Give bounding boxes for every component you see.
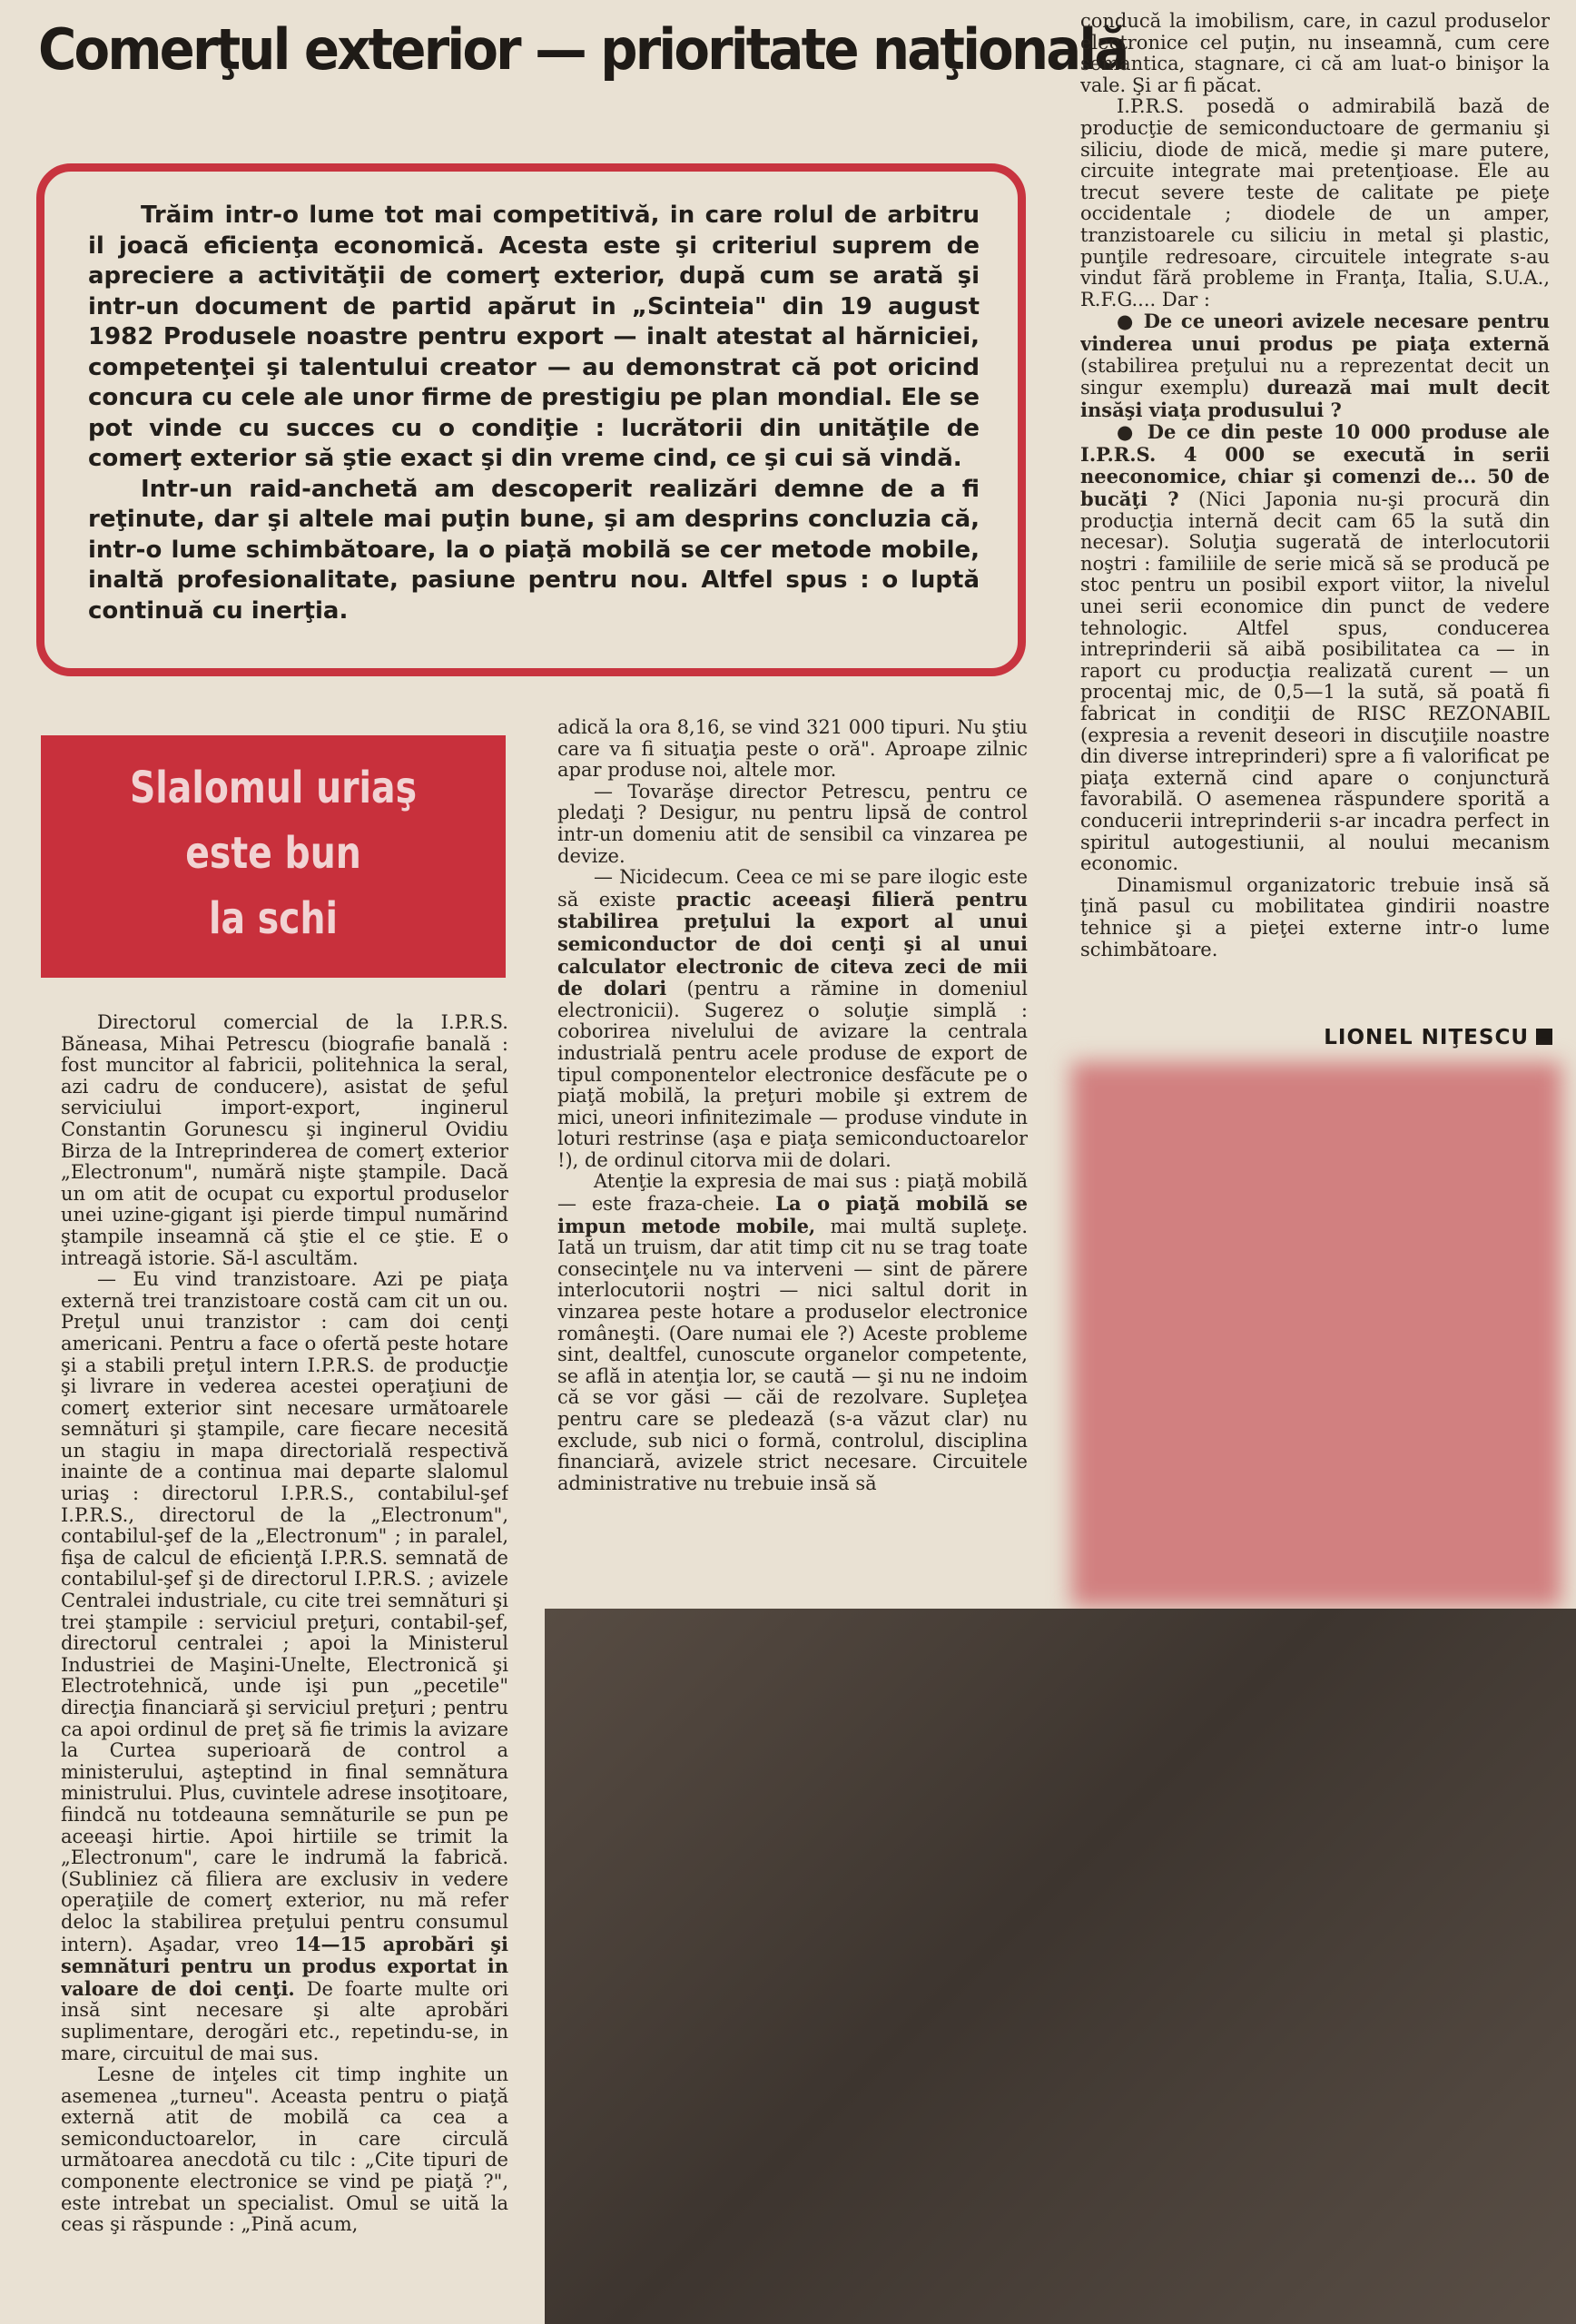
- column-2-paragraph-4-start: Atenţie la expresia de mai sus : piaţă mobilă — este fraza-cheie.: [557, 1170, 1028, 1216]
- column-3-question-1: [1080, 310, 1550, 421]
- article-column-3: [1080, 11, 1550, 991]
- column-3-question-2-end: (Nici Japonia nu-şi procură din producţia internă decit cam 65 la sută din necesar). Soluţia sugerată de interlocutorii noştri : familiile de serie mică să se producă pe stoc pentru un posibil export viitor, la nivelul unei serii economice din punct de vedere tehnologic. Altfel spus, conducerea intreprinderii să aibă posibilitatea ca — in raport cu producţia realizată curent — un procentaj mic, de 0,5—1 la sută, să poată fi fabricat in condiţii de RISC REZONABIL (expresia a revenit deseori in discuţiile noastre din diverse intreprinderi) spre a fi valorificat pe piaţa externă cind apare o conjunctură favorabilă. O asemenea răspundere sporită a conducerii intreprinderii s-ar incadra perfect in spiritul autogestiunii, al noului mecanism economic.: [1080, 488, 1550, 875]
- column-2-paragraph-3: [557, 867, 1028, 1171]
- column-2-paragraph-4-bold: La o piaţă mobilă se impun metode mobile,: [557, 1192, 1028, 1237]
- article-column-1: [61, 1012, 508, 2319]
- column-3-paragraph-1: conducă la imobilism, care, in cazul produselor electronice cel puţin, nu inseamnă, cum cere semantica, stagnare, ci că am luat-o binişor la vale. Şi ar fi păcat.: [1080, 11, 1550, 96]
- author-name: LIONEL NIŢESCU: [1324, 1026, 1529, 1049]
- column-2-paragraph-3-end: (pentru a rămine in domeniul electronicii). Sugerez o soluţie simplă : coborirea nivelului de avizare la centrala industrială pentru acele produse de export de tipul componentelor electronice desfăcute pe o piaţă mobilă, la preţuri mobile şi extrem de mici, uneori infinitezimale — produse vindute in loturi restrinse (aşa e piaţa semiconductoarelor !), de ordinul citorva mii de dolari.: [557, 978, 1028, 1171]
- column-2-paragraph-4: [557, 1171, 1028, 1494]
- column-1-paragraph-3: Lesne de inţeles cit timp inghite un asemenea „turneu". Aceasta pentru o piaţă externă atit de mobilă ca cea a semiconductoarelor, in care circulă următoarea anecdotă cu tilc : „Cite tipuri de componente electronice se vind pe piaţă ?", este intrebat un specialist. Omul se uită la ceas şi răspunde : „Pină acum,: [61, 2063, 508, 2236]
- column-1-paragraph-2-bold: 14—15 aprobări şi semnături pentru un produs exportat in valoare de doi cenţi.: [61, 1932, 508, 2000]
- column-2-paragraph-3-bold: practic aceeaşi filieră pentru stabilirea preţului la export al unui semiconductor de doi cenţi şi al unui calculator electronic de citeva zeci de mii de dolari: [557, 887, 1028, 1000]
- column-2-paragraph-3-start: — Nicidecum. Ceea ce mi se pare ilogic este să existe: [557, 866, 1028, 911]
- intro-paragraph-2: Intr-un raid-anchetă am descoperit realizări demne de a fi reţinute, dar şi altele mai puţin bune, şi am desprins concluzia că, intr-o lume schimbătoare, la o piaţă mobilă se cer metode mobile, inaltă profesionalitate, pasiune pentru nou. Altfel spus : o luptă continuă cu inerţia.: [88, 475, 980, 625]
- bullet-icon: ●: [1117, 310, 1136, 333]
- column-3-paragraph-3: Dinamismul organizatoric trebuie insă să ţină pasul cu mobilitatea gindirii noastre tehnice şi a pieţei externe intr-o lume schimbătoare.: [1080, 873, 1550, 960]
- column-3-question-2-bold: De ce din peste 10 000 produse ale I.P.R.S. 4 000 se execută in serii neeconomice, chiar şi comenzi de... 50 de bucăţi ?: [1080, 420, 1550, 511]
- blurred-region-pink: [1071, 1062, 1561, 1607]
- section-banner: [41, 735, 506, 978]
- column-1-paragraph-1: Directorul comercial de la I.P.R.S. Băneasa, Mihai Petrescu (biografie banală : fost muncitor al fabricii, politehnica la seral, azi cadru de conducere), asistat de şeful serviciului import-export, inginerul Constantin Gorunescu şi inginerul Ovidiu Birza de la Intreprinderea de comerţ exterior „Electronum", numără nişte ştampile. Dacă un om atit de ocupat cu exportul produselor unei uzine-gigant işi pierde timpul numărind ştampile inseamnă că ştie el ce ştie. E o intreagă istorie. Să-l ascultăm.: [61, 1012, 508, 1269]
- column-2-paragraph-1: adică la ora 8,16, se vind 321 000 tipuri. Nu ştiu care va fi situaţia peste o oră". Aproape zilnic apar produse noi, altele mor.: [557, 717, 1028, 782]
- column-1-paragraph-2-end: De foarte multe ori insă sint necesare şi alte aprobări suplimentare, derogări etc., repetindu-se, in mare, circuitul de mai sus.: [61, 1977, 508, 2064]
- author-signature: [1316, 1026, 1552, 1062]
- banner-line-3: la schi: [208, 893, 339, 944]
- bullet-icon: ●: [1117, 421, 1138, 444]
- column-3-question-1-bold: De ce uneori avizele necesare pentru vinderea unui produs pe piaţa externă: [1080, 310, 1550, 355]
- intro-box: [36, 163, 1026, 676]
- column-2-paragraph-2: — Tovarăşe director Petrescu, pentru ce pledaţi ? Desigur, nu pentru lipsă de control intr-un domeniu atit de sensibil ca vinzarea pe devize.: [557, 780, 1028, 867]
- column-1-paragraph-2-text: — Eu vind tranzistoare. Azi pe piaţa externă trei tranzistoare costă cam cit un ou. Preţul unui tranzistor : cam doi cenţi americani. Pentru a face o ofertă peste hotare şi a stabili preţul intern I.P.R.S. de producţie şi livrare in vederea acestei operaţiuni de comerţ exterior sint necesare următoarele semnături şi ştampile, care fiecare necesită un stagiu in mapa directorială respectivă inainte de a continua mai departe slalomul uriaş : directorul I.P.R.S., contabilul-şef I.P.R.S., directorul de la „Electronum", contabilul-şef de la „Electronum" ; in paralel, fişa de calcul de eficienţă I.P.R.S. semnată de contabilul-şef şi de directorul I.P.R.S. ; avizele Centralei industriale, cu cite trei semnături şi trei ştampile : serviciul preţuri, contabil-şef, directorul centralei ; apoi la Ministerul Industriei de Maşini-Unelte, Electronică şi Electrotehnică, unde işi pun „pecetile" direcţia financiară şi serviciul preţuri ; pentru ca apoi ordinul de preţ să fie trimis la avizare la Curtea superioară de control a ministerului, aşteptind in final semnătura ministrului. Plus, cuvintele adrese insoţitoare, fiindcă nu totdeauna semnăturile se pun pe aceeaşi hirtie. Apoi hirtiile se trimit la „Electronum", care le indrumă la fabrică. (Subliniez că filiera are exclusiv in vedere operaţiile de comerţ exterior, nu mă refer deloc la stabilirea preţului pentru consumul intern). Aşadar, vreo: [61, 1268, 508, 1955]
- column-2-paragraph-4-end: mai multă supleţe. Iată un truism, dar atit timp cit nu se trag toate consecinţele nu va interveni — sint de părere interlocutorii noştri — nici saltul dorit in vinzarea peste hotare a produselor electronice româneşti. (Oare numai ele ?) Aceste probleme sint, dealtfel, cunoscute organelor competente, se află in atenţia lor, se caută — şi nu ne indoim că se vor găsi — căi de rezolvare. Supleţea pentru care se pledează (s-a văzut clar) nu exclude, sub nici o formă, controlul, disciplina financiară, avizele strict necesare. Circuitele administrative nu trebuie insă să: [557, 1215, 1028, 1494]
- intro-paragraph-1: Trăim intr-o lume tot mai competitivă, in care rolul de arbitru il joacă eficienţa economică. Acesta este şi criteriul suprem de apreciere a activităţii de comerţ exterior, după cum se arată şi intr-un document de partid apărut in „Scinteia" din 19 august 1982 Produsele noastre pentru export — inalt atestat al hărniciei, competenţei şi talentului creator — au demonstrat că pot oricind concura cu cele ale unor firme de prestigiu pe plan mondial. Ele se pot vinde cu succes cu o condiţie : lucrătorii din unităţile de comerţ exterior să ştie exact şi din vreme cind, ce şi cui să vindă.: [88, 202, 980, 472]
- banner-line-1: Slalomul uriaş: [129, 763, 418, 813]
- blurred-region-dark: [545, 1609, 1576, 2324]
- column-1-paragraph-2: [61, 1269, 508, 2064]
- end-square-icon: [1536, 1029, 1552, 1045]
- column-3-question-2: [1080, 421, 1550, 874]
- banner-line-2: este bun: [185, 828, 361, 879]
- column-3-question-1-bold-2: durează mai mult decit insăşi viaţa produsului ?: [1080, 376, 1550, 421]
- headline: Comerţul exterior — prioritate naţională: [38, 16, 1128, 83]
- column-3-paragraph-2: I.P.R.S. posedă o admirabilă bază de producţie de semiconductoare de germaniu şi siliciu, diode de mică, medie şi mare putere, circuite integrate mai pretenţioase. Ele au trecut severe teste de calitate pe pieţe occidentale ; diodele de un amper, tranzistoarele cu siliciu in metal şi plastic, punţile redresoare, circuitele integrate s-au vindut fără probleme in Franţa, Italia, S.U.A., R.F.G.... Dar :: [1080, 95, 1550, 310]
- article-column-2: [557, 717, 1028, 1596]
- column-3-question-1-mid: (stabilirea preţului nu a reprezentat decit un singur exemplu): [1080, 354, 1550, 399]
